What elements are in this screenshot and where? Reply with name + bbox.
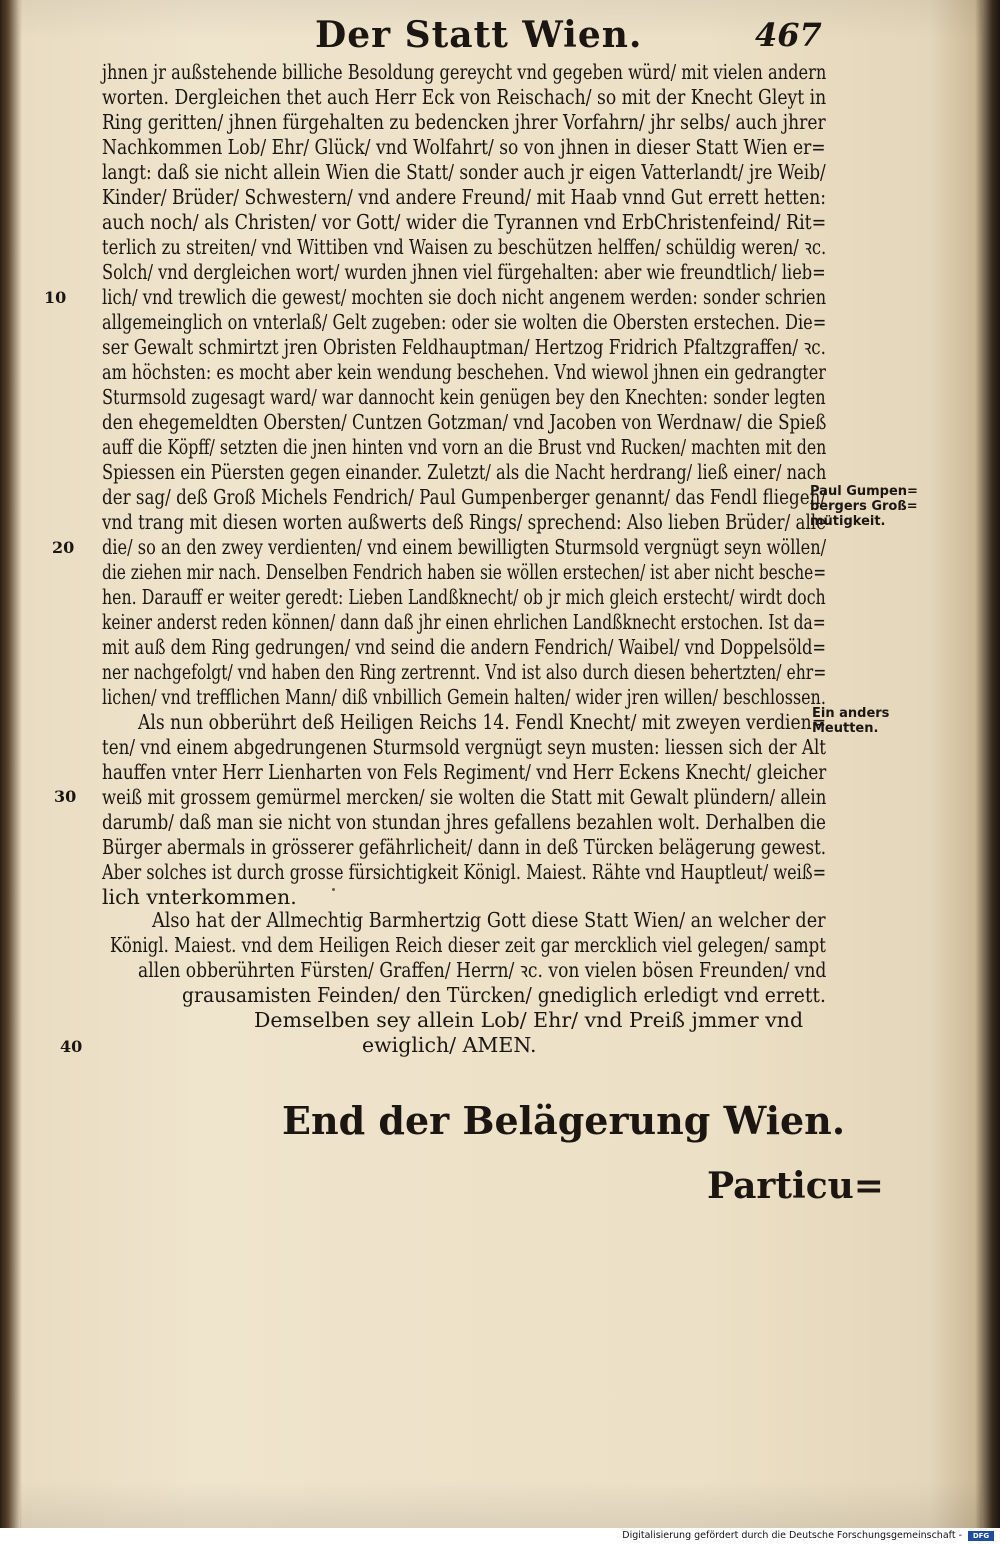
text-line: Als nun obberührt deß Heiligen Reichs 14. Fendl Knecht/ mit zweyen verdien= — [138, 710, 827, 734]
dfg-logo: DFG — [968, 1531, 994, 1541]
text-line: lich/ vnd trewlich die gewest/ mochten sie doch nicht angenem werden: sonder schrien — [102, 285, 827, 309]
text-line: den ehegemeldten Obersten/ Cuntzen Gotzman/ vnd Jacoben von Werdnaw/ die Spieß — [102, 410, 827, 434]
text-line: lich vnterkommen. — [102, 885, 297, 909]
marginal-note-line: mütigkeit. — [810, 514, 886, 529]
text-line: vnd trang mit diesen worten außwerts deß Rings/ sprechend: Also lieben Brüder/ alle — [102, 510, 826, 534]
text-line: auch noch/ als Christen/ vor Gott/ wider die Tyrannen vnd ErbChristenfeind/ Rit= — [102, 210, 827, 234]
marginal-note-line: Paul Gumpen= — [810, 484, 918, 499]
marginal-note — [812, 706, 889, 736]
text-line: ner nachgefolgt/ vnd haben den Ring zertrennt. Vnd ist also durch diesen behertzten/ ehr= — [102, 660, 827, 684]
text-line: keiner anderst reden können/ dann daß jhr einen ehrlichen Landßknecht erstochen. Ist da= — [102, 610, 826, 634]
text-line: lichen/ vnd trefflichen Mann/ diß vnbillich Gemein halten/ wider jren willen/ beschlossen. — [102, 685, 826, 709]
text-line: mit auß dem Ring gedrungen/ vnd seind die andern Fendrich/ Waibel/ vnd Doppelsöld= — [102, 635, 827, 659]
text-line: der sag/ deß Groß Michels Fendrich/ Paul Gumpenberger genannt/ das Fendl fliegen/ — [102, 485, 826, 509]
text-line: allgemeinglich on vnterlaß/ Gelt zugeben: oder sie wolten die Obersten erstechen. Die= — [102, 310, 827, 334]
text-line: Solch/ vnd dergleichen wort/ wurden jhnen viel fürgehalten: aber wie freundtlich/ lieb= — [102, 260, 826, 284]
running-head: Der Statt Wien. — [315, 14, 643, 56]
text-line: Aber solches ist durch grosse fürsichtigkeit Königl. Maiest. Rähte vnd Hauptleut/ weiß= — [102, 860, 827, 884]
text-line: Spiessen ein Püersten gegen einander. Zuletzt/ als die Nacht herdrang/ ließ einer/ nach — [102, 460, 827, 484]
text-line: Königl. Maiest. vnd dem Heiligen Reich dieser zeit gar mercklich viel gelegen/ sampt — [110, 933, 826, 957]
text-line: Kinder/ Brüder/ Schwestern/ vnd andere Freund/ mit Haab vnnd Gut errett hetten: — [102, 185, 827, 209]
text-line: grausamisten Feinden/ den Türcken/ gnediglich erledigt vnd errett. — [182, 983, 826, 1007]
text-line: ewiglich/ AMEN. — [362, 1033, 537, 1057]
catchword: Particu= — [707, 1165, 884, 1207]
text-line: hen. Darauff er weiter geredt: Lieben Landßknecht/ ob jr mich gleich erstecht/ wirdt doch — [102, 585, 826, 609]
ink-speck — [332, 888, 335, 891]
text-line: langt: daß sie nicht allein Wien die Statt/ sonder auch jr eigen Vatterlandt/ jre Weib/ — [102, 160, 826, 184]
marginal-note-line: Ein anders — [812, 706, 890, 721]
text-line: worten. Dergleichen thet auch Herr Eck von Reischach/ so mit der Knecht Gleyt in — [102, 85, 827, 109]
marginal-note-line: Meutten. — [812, 721, 879, 736]
footer-bar — [0, 1528, 1000, 1544]
text-line: hauffen vnter Herr Lienharten von Fels Regiment/ vnd Herr Eckens Knecht/ gleicher — [102, 760, 827, 784]
end-title: End der Belägerung Wien. — [282, 1098, 846, 1143]
text-line: Nachkommen Lob/ Ehr/ Glück/ vnd Wolfahrt/ so von jhnen in dieser Statt Wien er= — [102, 135, 826, 159]
marginal-note-line: bergers Groß= — [810, 499, 918, 514]
text-line: die ziehen mir nach. Denselben Fendrich haben sie wöllen erstechen/ ist aber nicht besche= — [102, 560, 827, 584]
text-line: Sturmsold zugesagt ward/ war dannocht kein genügen bey den Knechten: sonder legten — [102, 385, 826, 409]
text-line: Also hat der Allmechtig Barmhertzig Gott diese Statt Wien/ an welcher der — [152, 908, 826, 932]
text-line: auff die Köpff/ setzten die jnen hinten vnd vorn an die Brust vnd Rucken/ machten mit den — [102, 435, 827, 459]
text-line: ser Gewalt schmirtzt jren Obristen Feldhauptman/ Hertzog Fridrich Pfaltzgraffen/ ꝛc. — [102, 335, 826, 359]
text-line: darumb/ daß man sie nicht von stundan jhres gefallens bezahlen wolt. Derhalben die — [102, 810, 826, 834]
text-line: terlich zu streiten/ vnd Wittiben vnd Waisen zu beschützen helffen/ schüldig weren/ ꝛc. — [102, 235, 827, 259]
text-line: Bürger abermals in grösserer gefährlicheit/ dann in deß Türcken belägerung gewest. — [102, 835, 827, 859]
text-line: jhnen jr außstehende billiche Besoldung gereycht vnd gegeben würd/ mit vielen andern — [102, 60, 827, 84]
text-line: Ring geritten/ jhnen fürgehalten zu bedencken jhrer Vorfahrn/ jhr selbs/ auch jhrer — [102, 110, 826, 134]
line-number: 40 — [60, 1037, 83, 1056]
line-number: 20 — [52, 538, 75, 557]
text-line: Demselben sey allein Lob/ Ehr/ vnd Preiß jmmer vnd — [254, 1008, 804, 1032]
book-page — [20, 0, 982, 1528]
page-number: 467 — [755, 16, 822, 54]
text-line: ten/ vnd einem abgedrungenen Sturmsold vergnügt seyn musten: liessen sich der Alt — [102, 735, 827, 759]
funding-credit: Digitalisierung gefördert durch die Deutsche Forschungsgemeinschaft - — [622, 1530, 962, 1541]
text-line: weiß mit grossem gemürmel mercken/ sie wolten die Statt mit Gewalt plündern/ allein — [102, 785, 827, 809]
text-line: am höchsten: es mocht aber kein wendung beschehen. Vnd wiewol jhnen ein gedrangter — [102, 360, 826, 384]
line-number: 30 — [54, 787, 77, 806]
text-line: allen obberührten Fürsten/ Graffen/ Herrn/ ꝛc. von vielen bösen Freunden/ vnd — [138, 958, 827, 982]
text-line: die/ so an den zwey verdienten/ vnd einem bewilligten Sturmsold vergnügt seyn wöllen/ — [102, 535, 827, 559]
line-number: 10 — [44, 288, 67, 307]
marginal-note — [810, 484, 918, 529]
